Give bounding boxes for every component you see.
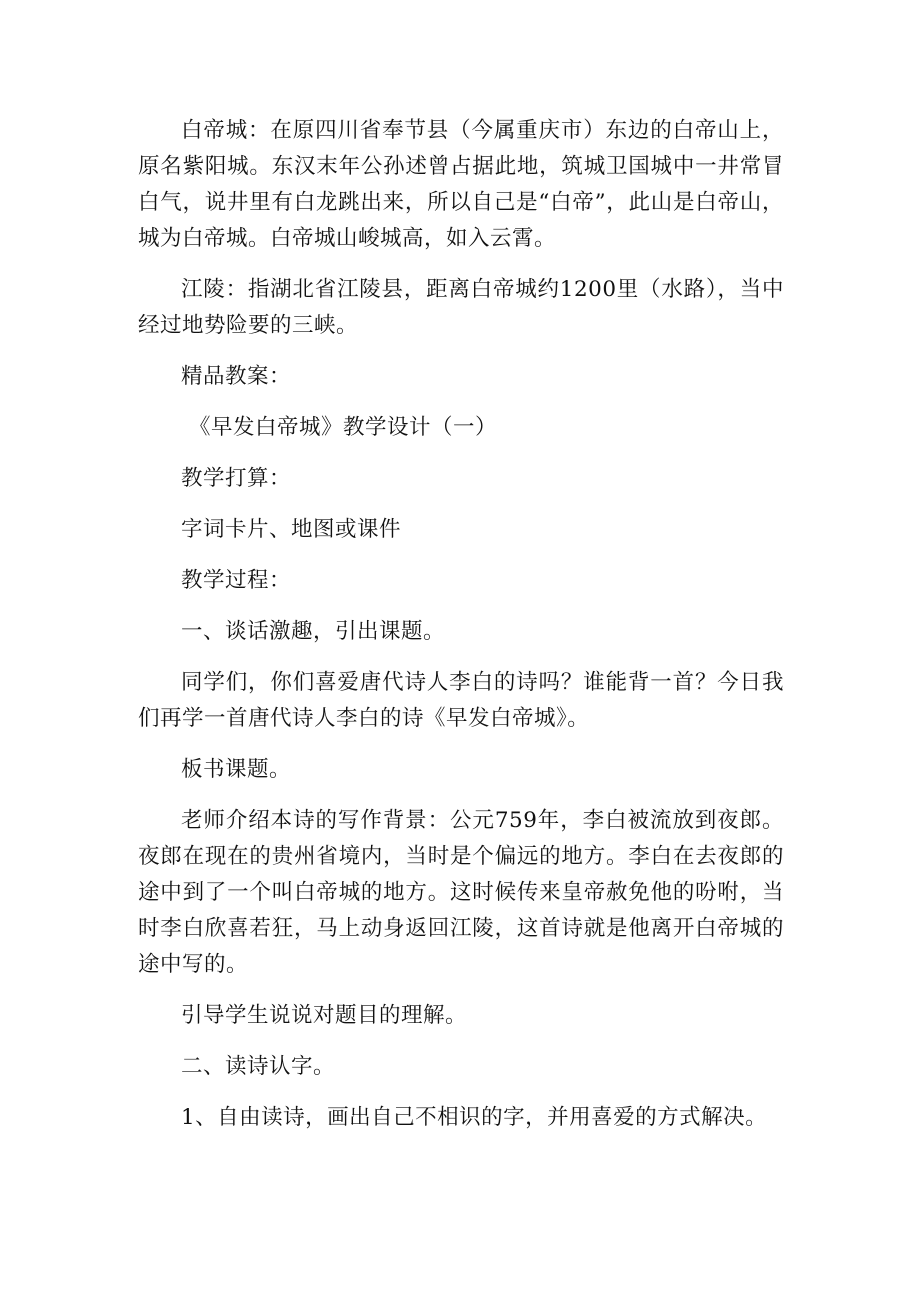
paragraph-baidicheng: 白帝城：在原四川省奉节县（今属重庆市）东边的白帝山上，原名紫阳城。东汉末年公孙述曾占据此地，筑城卫国城中一井常冒白气，说井里有白龙跳出来，所以自己是“白帝”，此山是白帝山，城为白帝城。白帝城山峻城高，如入云霄。 xyxy=(138,118,784,251)
document-body xyxy=(138,113,784,1151)
paragraph-jingpin-jiaoan: 精品教案： xyxy=(181,364,292,389)
paragraph-board-title: 板书课题。 xyxy=(181,757,292,782)
paragraph-teaching-process-heading: 教学过程： xyxy=(181,568,292,593)
paragraph-lesson-title: 《早发白帝城》教学设计（一） xyxy=(189,415,498,440)
paragraph-free-reading: 1、自由读诗，画出自己不相识的字，并用喜爱的方式解决。 xyxy=(181,1105,768,1130)
paragraph-intro-question: 同学们，你们喜爱唐代诗人李白的诗吗？谁能背一首？今日我们再学一首唐代诗人李白的诗《早发白帝城》。 xyxy=(138,670,784,731)
paragraph-teaching-prep-heading: 教学打算： xyxy=(181,466,292,491)
paragraph-teaching-prep: 字词卡片、地图或课件 xyxy=(181,517,402,542)
paragraph-section-two: 二、读诗认字。 xyxy=(181,1054,336,1079)
paragraph-guide-students: 引导学生说说对题目的理解。 xyxy=(181,1003,468,1028)
paragraph-background: 老师介绍本诗的写作背景：公元759年，李白被流放到夜郎。夜郎在现在的贵州省境内，当时是个偏远的地方。李白在去夜郎的途中到了一个叫白帝城的地方。这时候传来皇帝赦免他的吩咐，当时李白欣喜若狂，马上动身返回江陵，这首诗就是他离开白帝城的途中写的。 xyxy=(138,808,784,977)
paragraph-jiangling: 江陵：指湖北省江陵县，距离白帝城约1200里（水路），当中经过地势险要的三峡。 xyxy=(138,277,784,338)
paragraph-section-one: 一、谈话激趣，引出课题。 xyxy=(181,619,446,644)
